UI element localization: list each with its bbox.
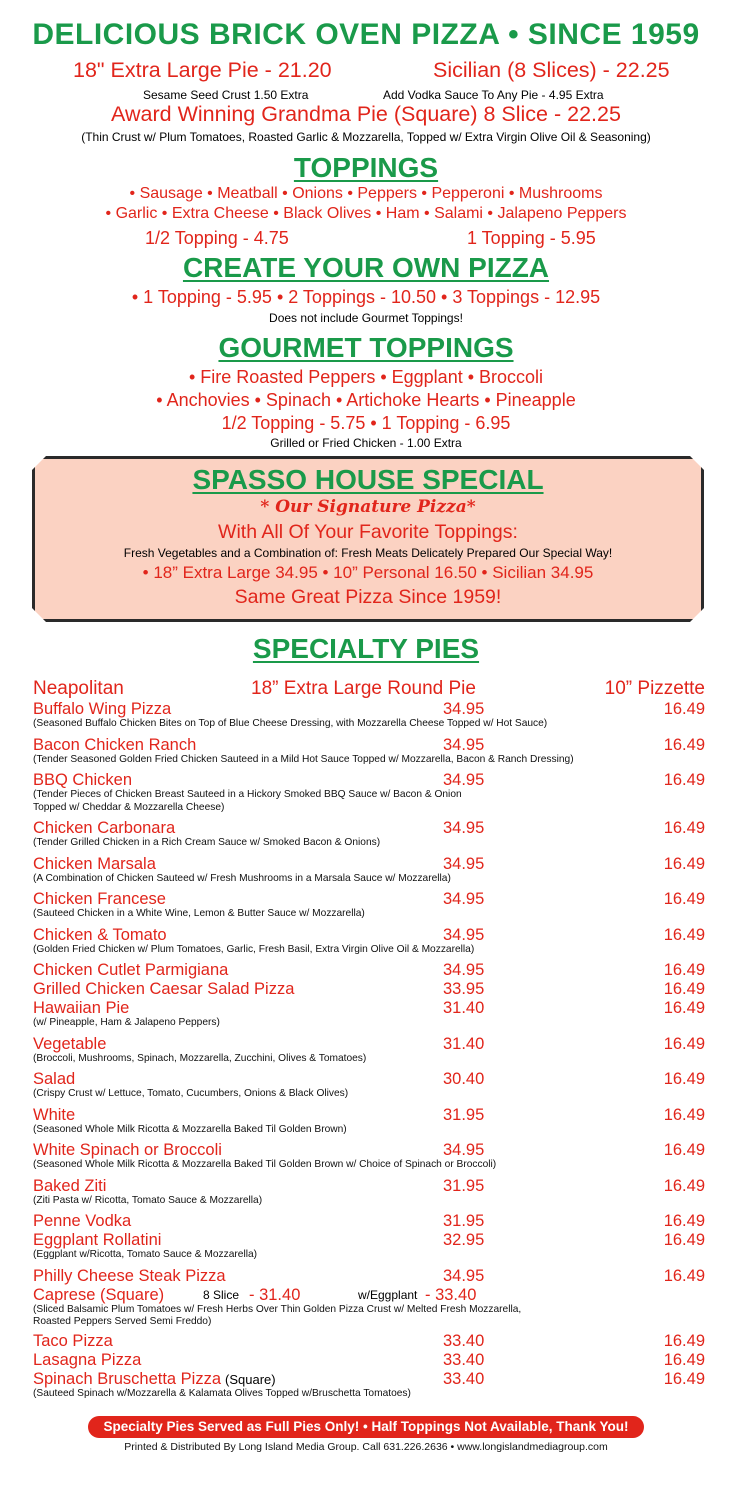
price-large: 32.95 — [443, 1231, 485, 1249]
price-large: 33.40 — [443, 1350, 485, 1369]
col-small: 10” Pizzette — [604, 678, 705, 699]
menu-item-desc: (Tender Pieces of Chicken Breast Sauteed in a Hickory Smoked BBQ Sauce w/ Bacon & Onion — [33, 789, 462, 800]
price-large: 34.95 — [443, 735, 485, 754]
menu-item — [33, 980, 705, 998]
price-pizzette: 16.49 — [663, 999, 705, 1017]
menu-item — [33, 1370, 705, 1401]
menu-item — [33, 819, 705, 850]
menu-item — [33, 1141, 705, 1172]
half-topping-price: 1/2 Topping - 4.75 — [145, 228, 289, 248]
menu-item-desc: (Tender Seasoned Golden Fried Chicken Sauteed in a Mild Hot Sauce Topped w/ Mozzarella, Bacon & Ranch Dressing) — [33, 753, 574, 765]
price-pizzette: 16.49 — [663, 819, 705, 837]
price-large: 31.95 — [443, 1105, 485, 1124]
menu-item-name: Bacon Chicken Ranch — [33, 735, 197, 754]
grandma-desc: (Thin Crust w/ Plum Tomatoes, Roasted Garlic & Mozzarella, Topped w/ Extra Virgin Olive Oil & Seasoning) — [81, 130, 651, 144]
price-large: 34.95 — [443, 771, 485, 789]
price-pizzette: 16.49 — [663, 1369, 705, 1388]
price-large: 31.40 — [443, 999, 485, 1017]
price-pizzette: 16.49 — [663, 1231, 705, 1249]
menu-item — [33, 736, 705, 767]
xl-pie-price: 18" Extra Large Pie - 21.20 — [73, 58, 332, 82]
menu-item-name: Vegetable — [33, 1034, 107, 1053]
menu-item — [33, 926, 705, 957]
price-pizzette: 16.49 — [663, 735, 705, 754]
menu-item — [33, 1106, 705, 1137]
menu-item-desc: Topped w/ Cheddar & Mozzarella Cheese) — [33, 801, 225, 813]
toppings-prices — [0, 228, 732, 250]
sicilian-price: Sicilian (8 Slices) - 22.25 — [433, 58, 670, 82]
house-special-content — [32, 456, 704, 609]
menu-item-name: Chicken Cutlet Parmigiana — [33, 961, 229, 979]
menu-item-desc: (Broccoli, Mushrooms, Spinach, Mozzarella, Zucchini, Olives & Tomatoes) — [33, 1052, 367, 1064]
menu-item-caprese — [33, 1286, 705, 1329]
price-pizzette: 16.49 — [663, 1212, 705, 1230]
price-pizzette: 16.49 — [663, 890, 705, 908]
col-neapolitan: Neapolitan — [33, 678, 124, 699]
price-large: 33.40 — [443, 1331, 485, 1350]
menu-item-desc: (Golden Fried Chicken w/ Plum Tomatoes, Garlic, Fresh Basil, Extra Virgin Olive Oil & Mozzarella) — [33, 943, 475, 955]
caprese-eggplant-label: w/Eggplant — [358, 1287, 418, 1302]
price-pizzette: 16.49 — [663, 1070, 705, 1088]
price-pizzette: 16.49 — [663, 1331, 705, 1350]
menu-item — [33, 1351, 705, 1369]
price-pizzette: 16.49 — [663, 1266, 705, 1285]
price-large: 34.95 — [443, 819, 485, 837]
menu-item-name: Chicken Francese — [33, 890, 166, 908]
menu-item-name: Baked Ziti — [33, 1176, 107, 1195]
special-signature: * Our Signature Pizza* — [260, 497, 476, 517]
sesame-extra: Sesame Seed Crust 1.50 Extra — [143, 88, 309, 102]
menu-item-name: Chicken Carbonara — [33, 819, 176, 837]
footer-banner: Specialty Pies Served as Full Pies Only! • Half Toppings Not Available, Thank You! — [88, 1416, 644, 1438]
price-large: 34.95 — [443, 700, 485, 718]
special-desc: Fresh Vegetables and a Combination of: Fresh Meats Delicately Prepared Our Special Way! — [123, 546, 613, 560]
menu-item-desc: (Sliced Balsamic Plum Tomatoes w/ Fresh Herbs Over Thin Golden Pizza Crust w/ Melted Fresh Mozzarella, — [33, 1303, 522, 1315]
price-large: 34.95 — [443, 1141, 485, 1159]
special-tagline: Same Great Pizza Since 1959! — [234, 586, 502, 608]
menu-item-name: Chicken Marsala — [33, 854, 156, 873]
menu-item-desc: (Seasoned Whole Milk Ricotta & Mozzarella Baked Til Golden Brown w/ Choice of Spinach or Broccoli) — [33, 1159, 497, 1170]
create-title: CREATE YOUR OWN PIZZA — [182, 252, 550, 283]
caprese-eggplant-price: - 33.40 — [425, 1285, 477, 1304]
menu-item-desc: (Seasoned Buffalo Chicken Bites on Top of Blue Cheese Dressing, with Mozzarella Cheese Topped w/ Hot Sauce) — [33, 718, 548, 729]
price-pizzette: 16.49 — [663, 1350, 705, 1369]
menu-item — [33, 1177, 705, 1208]
price-large: 34.95 — [443, 1266, 485, 1285]
menu-item — [33, 700, 705, 731]
price-large: 34.95 — [443, 925, 485, 944]
menu-item-desc: (Ziti Pasta w/ Ricotta, Tomato Sauce & Mozzarella) — [33, 1194, 263, 1206]
price-large: 34.95 — [443, 961, 485, 979]
price-pizzette: 16.49 — [663, 1105, 705, 1124]
price-large: 31.95 — [443, 1212, 485, 1230]
menu-item-name: Caprese (Square) — [33, 1285, 165, 1304]
gourmet-line-2: • Anchovies • Spinach • Artichoke Hearts • Pineapple — [156, 390, 576, 410]
menu-item — [33, 1332, 705, 1350]
price-pizzette: 16.49 — [663, 1141, 705, 1159]
gourmet-line-1: • Fire Roasted Peppers • Eggplant • Broccoli — [188, 367, 544, 387]
price-pizzette: 16.49 — [663, 925, 705, 944]
menu-item-name: Lasagna Pizza — [33, 1350, 142, 1369]
menu-item-desc: (Sauteed Chicken in a White Wine, Lemon & Butter Sauce w/ Mozzarella) — [33, 908, 365, 919]
menu-item — [33, 999, 705, 1030]
toppings-line-2: • Garlic • Extra Cheese • Black Olives • Ham • Salami • Jalapeno Peppers — [105, 205, 627, 222]
menu-item — [33, 855, 705, 886]
menu-item-name: White — [33, 1105, 76, 1124]
special-title: SPASSO HOUSE SPECIAL — [192, 464, 544, 495]
page-title: DELICIOUS BRICK OVEN PIZZA • SINCE 1959 — [32, 18, 700, 51]
menu-item — [33, 890, 705, 921]
price-pizzette: 16.49 — [663, 980, 705, 998]
special-prices: • 18” Extra Large 34.95 • 10” Personal 16.50 • Sicilian 34.95 — [142, 563, 594, 582]
special-favorite: With All Of Your Favorite Toppings: — [218, 521, 518, 543]
menu-item — [33, 771, 705, 814]
price-pizzette: 16.49 — [663, 1034, 705, 1053]
menu-item-desc: (Tender Grilled Chicken in a Rich Cream Sauce w/ Smoked Bacon & Onions) — [33, 837, 381, 848]
menu-item-name: BBQ Chicken — [33, 771, 133, 789]
menu-item-desc: Roasted Peppers Served Semi Freddo) — [33, 1316, 212, 1327]
menu-item-name: White Spinach or Broccoli — [33, 1141, 222, 1159]
menu-item-desc: (Sauteed Spinach w/Mozzarella & Kalamata Olives Topped w/Bruschetta Tomatoes) — [33, 1387, 411, 1399]
menu-item-name: Grilled Chicken Caesar Salad Pizza — [33, 980, 295, 998]
price-pizzette: 16.49 — [663, 1176, 705, 1195]
menu-item-name: Buffalo Wing Pizza — [33, 700, 172, 718]
price-large: 31.40 — [443, 1034, 485, 1053]
menu-item — [33, 1070, 705, 1101]
menu-item-name: Eggplant Rollatini — [33, 1231, 162, 1249]
price-large: 34.95 — [443, 890, 485, 908]
gourmet-chicken: Grilled or Fried Chicken - 1.00 Extra — [270, 436, 462, 450]
price-pizzette: 16.49 — [663, 700, 705, 718]
full-topping-price: 1 Topping - 5.95 — [467, 228, 596, 248]
col-large: 18” Extra Large Round Pie — [251, 678, 476, 699]
menu-item-desc: (Seasoned Whole Milk Ricotta & Mozzarella Baked Til Golden Brown) — [33, 1123, 347, 1135]
gourmet-title: GOURMET TOPPINGS — [218, 332, 514, 363]
menu-item-name: Chicken & Tomato — [33, 925, 167, 944]
footer-printed: Printed & Distributed By Long Island Media Group. Call 631.226.2636 • www.longislandmediagroup.com — [124, 1441, 608, 1453]
specialty-list — [33, 700, 705, 1405]
price-pizzette: 16.49 — [663, 854, 705, 873]
price-large: 33.40 — [443, 1369, 485, 1388]
caprese-slice-price: - 31.40 — [249, 1285, 301, 1304]
specialty-title: SPECIALTY PIES — [252, 633, 480, 664]
grandma-pie: Award Winning Grandma Pie (Square) 8 Slice - 22.25 — [111, 102, 621, 126]
create-prices: • 1 Topping - 5.95 • 2 Toppings - 10.50 • 3 Toppings - 12.95 — [131, 287, 601, 307]
menu-item-name: Hawaiian Pie — [33, 999, 130, 1017]
vodka-extra: Add Vodka Sauce To Any Pie - 4.95 Extra — [383, 88, 604, 102]
menu-item-desc: (Eggplant w/Ricotta, Tomato Sauce & Mozzarella) — [33, 1249, 258, 1260]
menu-item — [33, 1231, 705, 1262]
price-pizzette: 16.49 — [663, 961, 705, 979]
price-large: 30.40 — [443, 1070, 485, 1088]
toppings-line-1: • Sausage • Meatball • Onions • Peppers • Pepperoni • Mushrooms — [129, 185, 603, 202]
toppings-title: TOPPINGS — [293, 152, 439, 183]
menu-item — [33, 1212, 705, 1230]
menu-item-desc: (A Combination of Chicken Sauteed w/ Fresh Mushrooms in a Marsala Sauce w/ Mozzarella) — [33, 872, 451, 884]
menu-item-name: Taco Pizza — [33, 1331, 113, 1350]
price-large: 34.95 — [443, 854, 485, 873]
menu-item — [33, 1267, 705, 1285]
menu-item — [33, 1035, 705, 1066]
specialty-header — [33, 680, 705, 699]
price-large: 31.95 — [443, 1176, 485, 1195]
menu-item-name: Penne Vodka — [33, 1212, 132, 1230]
menu-item — [33, 961, 705, 979]
menu-item-name: Salad — [33, 1070, 76, 1088]
price-pizzette: 16.49 — [663, 771, 705, 789]
menu-item-name: Philly Cheese Steak Pizza — [33, 1266, 226, 1285]
create-note: Does not include Gourmet Toppings! — [269, 311, 463, 325]
menu-item-desc: (w/ Pineapple, Ham & Jalapeno Peppers) — [33, 1017, 220, 1028]
caprese-slice-label: 8 Slice — [203, 1287, 240, 1302]
menu-item-desc: (Crispy Crust w/ Lettuce, Tomato, Cucumbers, Onions & Black Olives) — [33, 1088, 349, 1099]
gourmet-prices: 1/2 Topping - 5.75 • 1 Topping - 6.95 — [221, 413, 511, 433]
menu-item-name: Spinach Bruschetta Pizza — [33, 1369, 222, 1388]
menu-item-suffix: (Square) — [225, 1371, 276, 1387]
price-large: 33.95 — [443, 980, 485, 998]
